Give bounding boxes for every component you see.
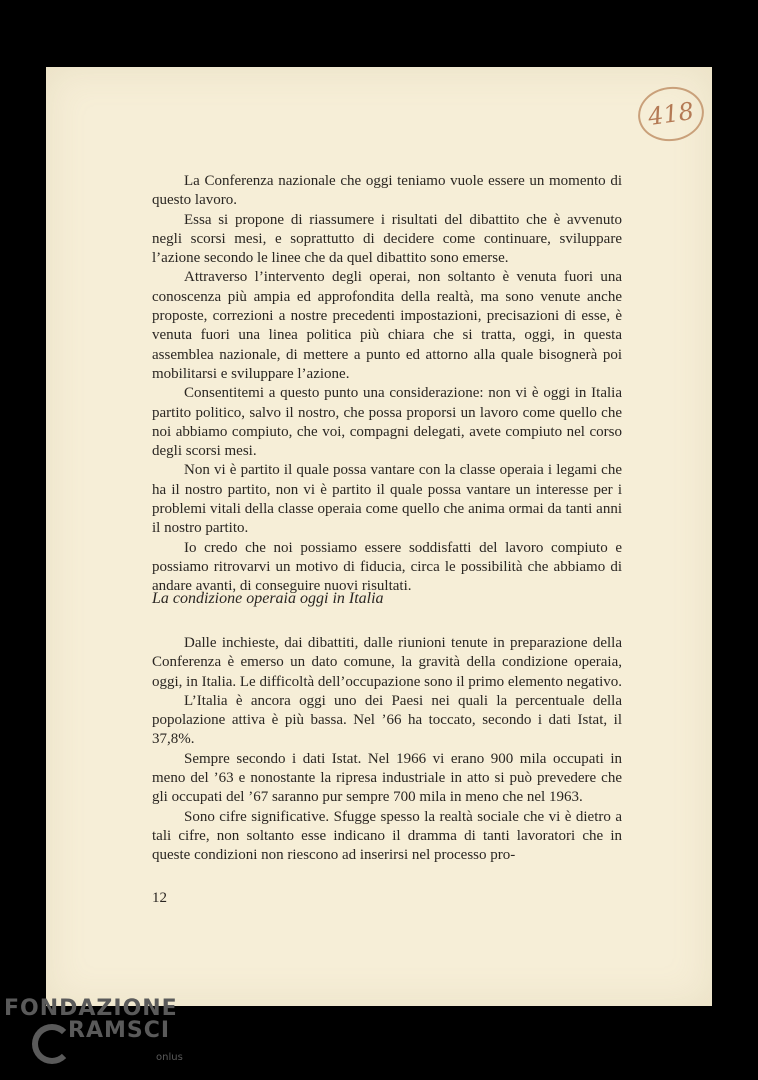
logo-line-2: RAMSCI — [68, 1018, 171, 1043]
fondazione-gramsci-logo — [4, 996, 194, 1076]
paragraph: Io credo che noi possiamo essere soddisfatti del lavoro compiuto e possiamo ritrovarvi un motivo di fiducia, circa le possibilità che abbiamo di andare avanti, di conseguire nuovi risultati. — [152, 539, 622, 595]
paragraph: Sempre secondo i dati Istat. Nel 1966 vi erano 900 mila occupati in meno del ’63 e nonostante la ripresa industriale in atto si può prevedere che gli occupati del ’67 saranno pur sempre 700 mila in meno che nel 1963. — [152, 750, 622, 806]
section-1-body — [152, 172, 622, 597]
paragraph: Consentitemi a questo punto una considerazione: non vi è oggi in Italia partito politico, salvo il nostro, che possa proporsi un lavoro come quello che noi abbiamo compiuto, che voi, compagni delegati, avete compiuto nel corso degli scorsi mesi. — [152, 385, 622, 460]
document-page — [46, 67, 712, 1006]
archive-stamp: 418 — [635, 83, 708, 146]
paragraph: Non vi è partito il quale possa vantare con la classe operaia i legami che ha il nostro partito, non vi è partito il quale possa vantare un interesse per i problemi vitali della classe operaia come quello che anima ormai da tanti anni il nostro partito. — [152, 462, 622, 537]
logo-g-mark-icon — [32, 1024, 72, 1064]
logo-line-1: FONDAZIONE — [4, 996, 178, 1021]
paragraph: Sono cifre significative. Sfugge spesso la realtà sociale che vi è dietro a tali cifre, non soltanto esse indicano il dramma di tanti lavoratori che in queste condizioni non riescono ad inserirsi nel processo pro- — [152, 808, 622, 864]
page-number: 12 — [152, 890, 167, 906]
logo-onlus: onlus — [156, 1052, 183, 1063]
paragraph: Dalle inchieste, dai dibattiti, dalle riunioni tenute in preparazione della Conferenza è emerso un dato comune, la gravità della condizione operaia, oggi, in Italia. Le difficoltà dell’occupazione sono il primo elemento negativo. — [152, 635, 622, 690]
paragraph: La Conferenza nazionale che oggi teniamo vuole essere un momento di questo lavoro. — [152, 173, 622, 209]
section-heading: La condizione operaia oggi in Italia — [152, 590, 384, 607]
paragraph: L’Italia è ancora oggi uno dei Paesi nei quali la percentuale della popolazione attiva è più bassa. Nel ’66 ha toccato, secondo i dati Istat, il 37,8%. — [152, 692, 622, 748]
paragraph: Attraverso l’intervento degli operai, non soltanto è venuta fuori una conoscenza più ampia ed approfondita della realtà, ma sono venute anche proposte, correzioni a nostre precedenti impostazioni, precisazioni di esse, è venuta fuori una linea politica più chiara che si tratta, oggi, in questa assemblea nazionale, di mettere a punto ed attorno alla quale bisognerà poi mobilitarsi e sviluppare l’azione. — [152, 269, 622, 382]
paragraph: Essa si propone di riassumere i risultati del dibattito che è avvenuto negli scorsi mesi, e soprattutto di decidere come continuare, sviluppare l’azione secondo le linee che da quel dibattito sono emerse. — [152, 211, 622, 267]
section-2-body — [152, 634, 622, 866]
